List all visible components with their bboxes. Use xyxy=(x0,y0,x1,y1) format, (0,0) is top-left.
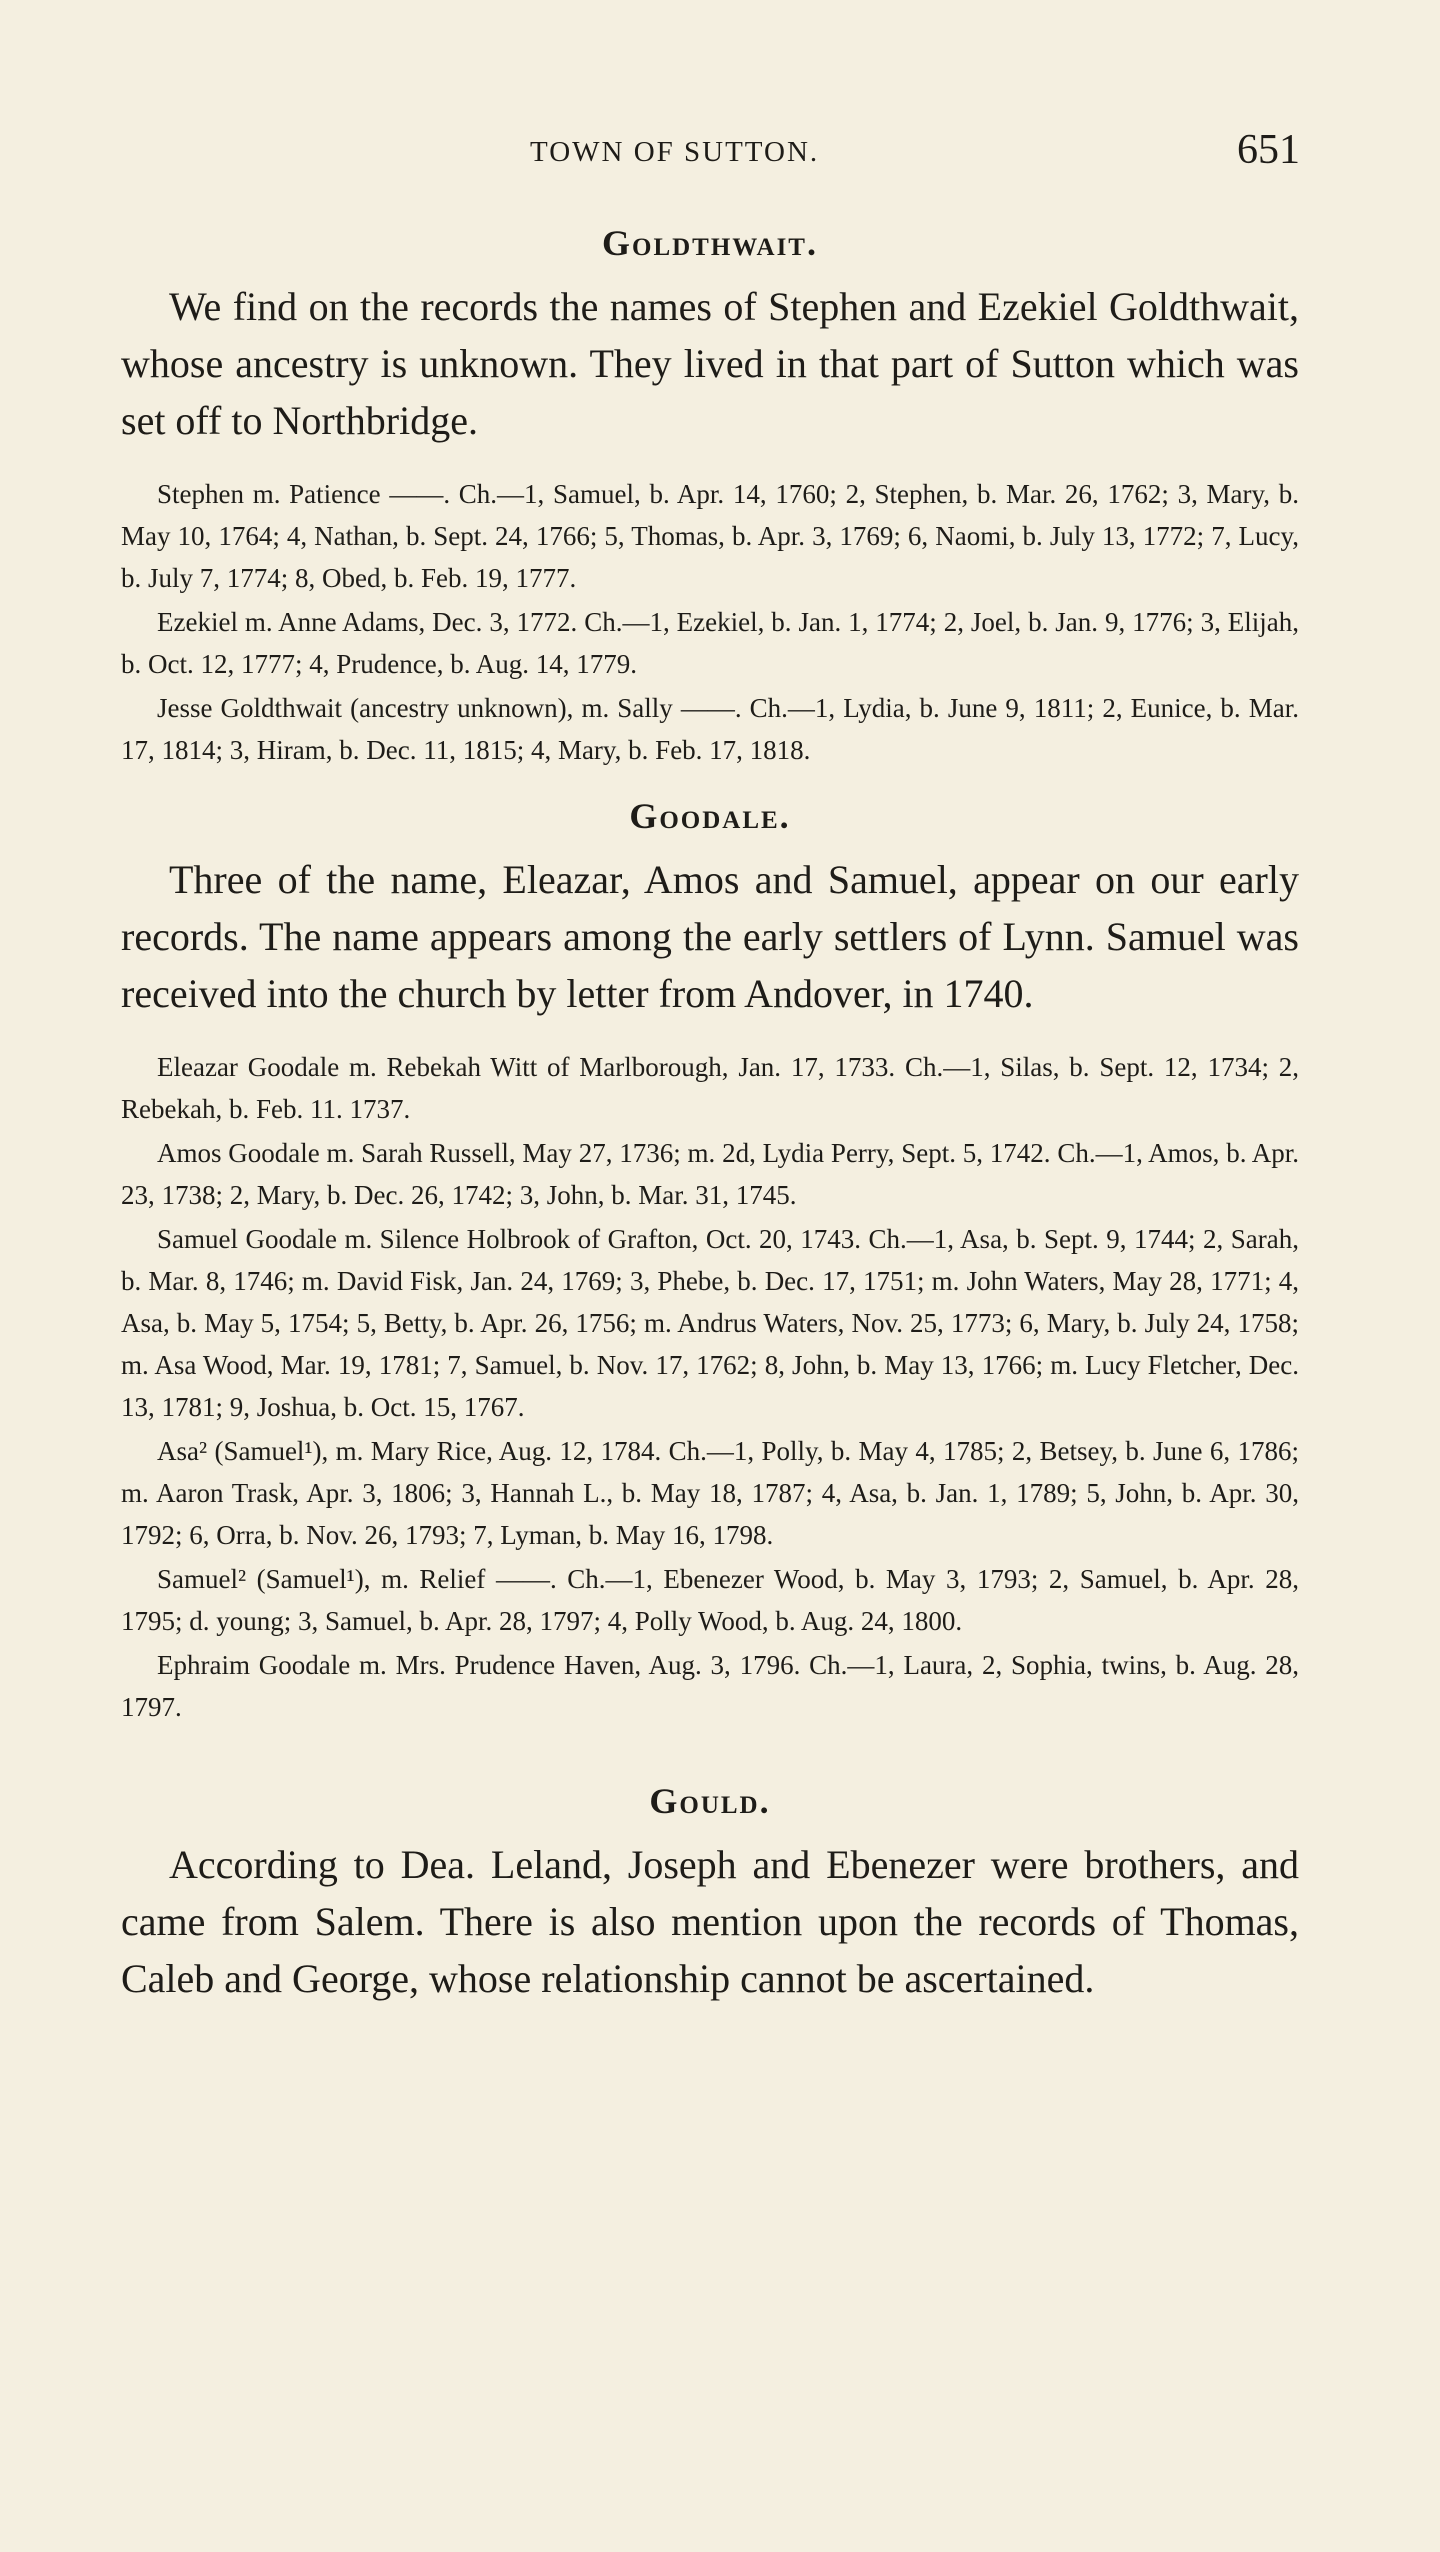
section-intro: According to Dea. Leland, Joseph and Ebenezer were brothers, and came from Salem. There is also mention upon the records of Thomas, Caleb and George, whose relationship cannot be ascertained. xyxy=(121,1842,1299,2001)
section-heading: Goodale. xyxy=(629,796,791,836)
genealogy-entry: Eleazar Goodale m. Rebekah Witt of Marlborough, Jan. 17, 1733. Ch.—1, Silas, b. Sept. 12, 1734; 2, Rebekah, b. Feb. 11. 1737. xyxy=(121,1052,1299,1124)
section-intro: Three of the name, Eleazar, Amos and Samuel, appear on our early records. The name appears among the early settlers of Lynn. Samuel was received into the church by letter from Andover, in 1740. xyxy=(121,857,1299,1016)
genealogy-entry: Samuel Goodale m. Silence Holbrook of Grafton, Oct. 20, 1743. Ch.—1, Asa, b. Sept. 9, 1744; 2, Sarah, b. Mar. 8, 1746; m. David Fisk, Jan. 24, 1769; 3, Phebe, b. Dec. 17, 1751; m. John Waters, May 28, 1771; 4, Asa, b. May 5, 1754; 5, Betty, b. Apr. 26, 1756; m. Andrus Waters, Nov. 25, 1773; 6, Mary, b. July 24, 1758; m. Asa Wood, Mar. 19, 1781; 7, Samuel, b. Nov. 17, 1762; 8, John, b. May 13, 1766; m. Lucy Fletcher, Dec. 13, 1781; 9, Joshua, b. Oct. 15, 1767. xyxy=(121,1224,1299,1422)
section-gould xyxy=(121,1780,1299,2007)
genealogy-entry: Samuel² (Samuel¹), m. Relief ——. Ch.—1, Ebenezer Wood, b. May 3, 1793; 2, Samuel, b. Apr. 28, 1795; d. young; 3, Samuel, b. Apr. 28, 1797; 4, Polly Wood, b. Aug. 24, 1800. xyxy=(121,1564,1299,1636)
genealogy-entry: Amos Goodale m. Sarah Russell, May 27, 1736; m. 2d, Lydia Perry, Sept. 5, 1742. Ch.—1, Amos, b. Apr. 23, 1738; 2, Mary, b. Dec. 26, 1742; 3, John, b. Mar. 31, 1745. xyxy=(121,1138,1299,1210)
genealogy-entry: Stephen m. Patience ——. Ch.—1, Samuel, b. Apr. 14, 1760; 2, Stephen, b. Mar. 26, 1762; 3, Mary, b. May 10, 1764; 4, Nathan, b. Sept. 24, 1766; 5, Thomas, b. Apr. 3, 1769; 6, Naomi, b. July 13, 1772; 7, Lucy, b. July 7, 1774; 8, Obed, b. Feb. 19, 1777. xyxy=(121,479,1299,593)
running-title: TOWN OF SUTTON. xyxy=(530,136,820,168)
page-body xyxy=(121,222,1299,2031)
section-heading: Goldthwait. xyxy=(602,223,818,263)
genealogy-entries xyxy=(121,473,1299,771)
genealogy-entry: Jesse Goldthwait (ancestry unknown), m. Sally ——. Ch.—1, Lydia, b. June 9, 1811; 2, Eunice, b. Mar. 17, 1814; 3, Hiram, b. Dec. 11, 1815; 4, Mary, b. Feb. 17, 1818. xyxy=(121,693,1299,765)
section-heading: Gould. xyxy=(649,1781,771,1821)
genealogy-entry: Ezekiel m. Anne Adams, Dec. 3, 1772. Ch.—1, Ezekiel, b. Jan. 1, 1774; 2, Joel, b. Jan. 9, 1776; 3, Elijah, b. Oct. 12, 1777; 4, Prudence, b. Aug. 14, 1779. xyxy=(121,607,1299,679)
section-goldthwait xyxy=(121,222,1299,771)
running-header xyxy=(120,126,1300,176)
genealogy-entries xyxy=(121,1046,1299,1728)
genealogy-entry: Asa² (Samuel¹), m. Mary Rice, Aug. 12, 1784. Ch.—1, Polly, b. May 4, 1785; 2, Betsey, b. June 6, 1786; m. Aaron Trask, Apr. 3, 1806; 3, Hannah L., b. May 18, 1787; 4, Asa, b. Jan. 1, 1789; 5, John, b. Apr. 30, 1792; 6, Orra, b. Nov. 26, 1793; 7, Lyman, b. May 16, 1798. xyxy=(121,1436,1299,1550)
page-number: 651 xyxy=(1237,127,1300,173)
genealogy-entry: Ephraim Goodale m. Mrs. Prudence Haven, Aug. 3, 1796. Ch.—1, Laura, 2, Sophia, twins, b. Aug. 28, 1797. xyxy=(121,1650,1299,1722)
section-intro: We find on the records the names of Stephen and Ezekiel Goldthwait, whose ancestry is unknown. They lived in that part of Sutton which was set off to Northbridge. xyxy=(121,284,1299,443)
section-goodale xyxy=(121,795,1299,1728)
